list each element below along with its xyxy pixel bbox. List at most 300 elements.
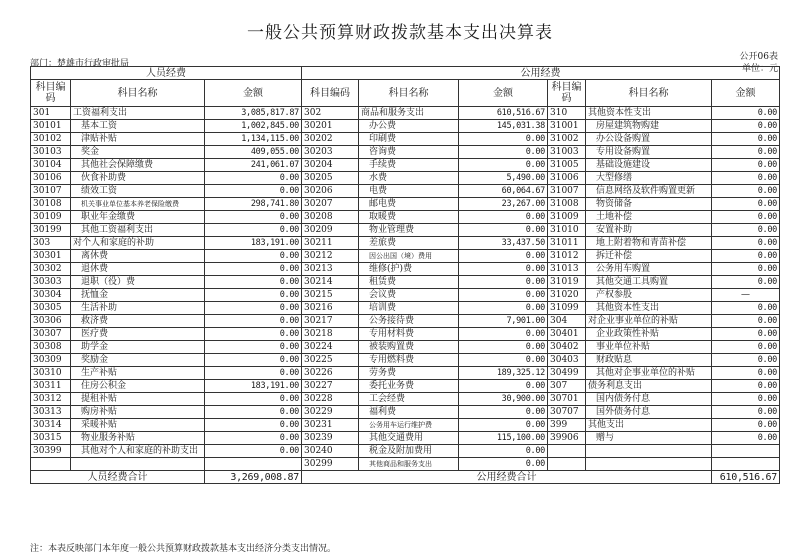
amount-cell: 145,031.38 bbox=[459, 120, 548, 133]
name-cell: 因公出国（境）费用 bbox=[359, 250, 459, 263]
amount-cell: 0.00 bbox=[712, 146, 780, 159]
code-cell: 30218 bbox=[302, 328, 359, 341]
code-cell: 30402 bbox=[548, 341, 586, 354]
code-cell: 30310 bbox=[31, 367, 71, 380]
amount-cell: 0.00 bbox=[459, 380, 548, 393]
name-cell: 产权参股 bbox=[586, 289, 712, 302]
table-row bbox=[31, 367, 780, 380]
code-cell: 31099 bbox=[548, 302, 586, 315]
footnote: 注：本表反映部门本年度一般公共预算财政拨款基本支出经济分类支出情况。 bbox=[30, 544, 337, 554]
code-cell: 30303 bbox=[31, 276, 71, 289]
name-cell: 医疗费 bbox=[71, 328, 205, 341]
code-cell: 39906 bbox=[548, 432, 586, 445]
code-cell: 31005 bbox=[548, 159, 586, 172]
code-cell: 30312 bbox=[31, 393, 71, 406]
name-cell: 伙食补助费 bbox=[71, 172, 205, 185]
header-amount: 金额 bbox=[205, 80, 302, 107]
table-row bbox=[31, 458, 780, 471]
code-cell: 31019 bbox=[548, 276, 586, 289]
header-code: 科目编码 bbox=[31, 80, 71, 107]
name-cell: 赠与 bbox=[586, 432, 712, 445]
name-cell: 地上附着物和青苗补偿 bbox=[586, 237, 712, 250]
amount-cell: 0.00 bbox=[459, 341, 548, 354]
code-cell: 30313 bbox=[31, 406, 71, 419]
amount-cell: 60,064.67 bbox=[459, 185, 548, 198]
amount-cell bbox=[712, 458, 780, 471]
code-cell: 30216 bbox=[302, 302, 359, 315]
amount-cell: 0.00 bbox=[459, 263, 548, 276]
amount-cell: 0.00 bbox=[712, 211, 780, 224]
code-cell bbox=[548, 458, 586, 471]
amount-cell: 30,900.00 bbox=[459, 393, 548, 406]
name-cell: 其他对企事业单位的补贴 bbox=[586, 367, 712, 380]
code-cell: 30499 bbox=[548, 367, 586, 380]
name-cell: 专用燃料费 bbox=[359, 354, 459, 367]
name-cell: 其他工资福利支出 bbox=[71, 224, 205, 237]
table-row bbox=[31, 237, 780, 250]
code-cell: 31012 bbox=[548, 250, 586, 263]
amount-cell: 0.00 bbox=[205, 224, 302, 237]
name-cell: 生活补助 bbox=[71, 302, 205, 315]
name-cell: 商品和服务支出 bbox=[359, 107, 459, 120]
name-cell: 绩效工资 bbox=[71, 185, 205, 198]
code-cell: 30225 bbox=[302, 354, 359, 367]
table-row bbox=[31, 393, 780, 406]
name-cell: 会议费 bbox=[359, 289, 459, 302]
name-cell: 退休费 bbox=[71, 263, 205, 276]
name-cell: 公务接待费 bbox=[359, 315, 459, 328]
header-name: 科目名称 bbox=[71, 80, 205, 107]
amount-cell: 0.00 bbox=[459, 224, 548, 237]
code-cell: 30308 bbox=[31, 341, 71, 354]
table-row bbox=[31, 419, 780, 432]
amount-cell: 0.00 bbox=[205, 328, 302, 341]
code-cell: 30215 bbox=[302, 289, 359, 302]
code-cell: 30206 bbox=[302, 185, 359, 198]
code-cell: 30315 bbox=[31, 432, 71, 445]
amount-cell: 0.00 bbox=[712, 432, 780, 445]
amount-cell: 1,002,845.00 bbox=[205, 120, 302, 133]
name-cell: 办公费 bbox=[359, 120, 459, 133]
personnel-total-label: 人员经费合计 bbox=[31, 471, 205, 484]
table-row bbox=[31, 380, 780, 393]
code-cell: 30212 bbox=[302, 250, 359, 263]
name-cell: 房屋建筑物购建 bbox=[586, 120, 712, 133]
code-cell: 30109 bbox=[31, 211, 71, 224]
code-cell: 30239 bbox=[302, 432, 359, 445]
code-cell: 30101 bbox=[31, 120, 71, 133]
name-cell: 物业服务补贴 bbox=[71, 432, 205, 445]
name-cell: 债务利息支出 bbox=[586, 380, 712, 393]
amount-cell: 0.00 bbox=[205, 432, 302, 445]
table-row bbox=[31, 120, 780, 133]
code-cell: 30305 bbox=[31, 302, 71, 315]
name-cell: 差旅费 bbox=[359, 237, 459, 250]
code-cell: 30401 bbox=[548, 328, 586, 341]
name-cell: 救济费 bbox=[71, 315, 205, 328]
name-cell: 财政贴息 bbox=[586, 354, 712, 367]
name-cell: 工资福利支出 bbox=[71, 107, 205, 120]
code-cell: 30224 bbox=[302, 341, 359, 354]
name-cell bbox=[71, 458, 205, 471]
amount-cell: 0.00 bbox=[205, 367, 302, 380]
code-cell: 30314 bbox=[31, 419, 71, 432]
name-cell: 物业管理费 bbox=[359, 224, 459, 237]
amount-cell: 0.00 bbox=[459, 133, 548, 146]
code-cell: 31006 bbox=[548, 172, 586, 185]
header-code: 科目编码 bbox=[302, 80, 359, 107]
amount-cell: 0.00 bbox=[205, 289, 302, 302]
department-label: 部门：楚雄市行政审批局 bbox=[30, 59, 130, 69]
name-cell: 职业年金缴费 bbox=[71, 211, 205, 224]
code-cell: 31020 bbox=[548, 289, 586, 302]
name-cell: 购房补贴 bbox=[71, 406, 205, 419]
table-row bbox=[31, 250, 780, 263]
table-row bbox=[31, 406, 780, 419]
code-cell bbox=[31, 458, 71, 471]
form-number: 公开06表 bbox=[739, 52, 778, 62]
personnel-total-amount: 3,269,008.87 bbox=[205, 471, 302, 484]
name-cell: 其他资本性支出 bbox=[586, 107, 712, 120]
name-cell: 大型修缮 bbox=[586, 172, 712, 185]
amount-cell: 0.00 bbox=[205, 393, 302, 406]
name-cell: 其他社会保障缴费 bbox=[71, 159, 205, 172]
name-cell: 提租补贴 bbox=[71, 393, 205, 406]
name-cell: 物资储备 bbox=[586, 198, 712, 211]
public-total-label: 公用经费合计 bbox=[302, 471, 712, 484]
amount-cell: 0.00 bbox=[459, 146, 548, 159]
amount-cell: 0.00 bbox=[712, 185, 780, 198]
code-cell: 307 bbox=[548, 380, 586, 393]
amount-cell: 0.00 bbox=[712, 120, 780, 133]
code-cell: 30106 bbox=[31, 172, 71, 185]
table-row bbox=[31, 276, 780, 289]
code-cell: 30227 bbox=[302, 380, 359, 393]
amount-cell: 0.00 bbox=[459, 328, 548, 341]
public-total-amount: 610,516.67 bbox=[712, 471, 780, 484]
amount-cell: 0.00 bbox=[712, 237, 780, 250]
name-cell: 其他交通费用 bbox=[359, 432, 459, 445]
code-cell: 304 bbox=[548, 315, 586, 328]
section-public: 公用经费 bbox=[302, 67, 780, 80]
name-cell: 抚恤金 bbox=[71, 289, 205, 302]
amount-cell: 0.00 bbox=[712, 406, 780, 419]
amount-cell: 0.00 bbox=[459, 276, 548, 289]
amount-cell: 183,191.00 bbox=[205, 237, 302, 250]
table-row bbox=[31, 107, 780, 120]
name-cell: 咨询费 bbox=[359, 146, 459, 159]
table-row bbox=[31, 263, 780, 276]
amount-cell: 0.00 bbox=[712, 302, 780, 315]
header-amount: 金额 bbox=[459, 80, 548, 107]
amount-cell: 0.00 bbox=[459, 406, 548, 419]
table-row bbox=[31, 146, 780, 159]
code-cell: 303 bbox=[31, 237, 71, 250]
name-cell bbox=[586, 458, 712, 471]
code-cell: 30301 bbox=[31, 250, 71, 263]
amount-cell: 1,134,115.00 bbox=[205, 133, 302, 146]
name-cell: 维修(护)费 bbox=[359, 263, 459, 276]
name-cell: 安置补助 bbox=[586, 224, 712, 237]
name-cell: 土地补偿 bbox=[586, 211, 712, 224]
name-cell: 福利费 bbox=[359, 406, 459, 419]
name-cell: 水费 bbox=[359, 172, 459, 185]
code-cell: 31010 bbox=[548, 224, 586, 237]
name-cell: 其他资本性支出 bbox=[586, 302, 712, 315]
amount-cell: 0.00 bbox=[712, 341, 780, 354]
name-cell bbox=[586, 445, 712, 458]
amount-cell: — bbox=[712, 289, 780, 302]
name-cell: 事业单位补贴 bbox=[586, 341, 712, 354]
code-cell: 30205 bbox=[302, 172, 359, 185]
code-cell: 302 bbox=[302, 107, 359, 120]
table-row bbox=[31, 185, 780, 198]
code-cell: 30311 bbox=[31, 380, 71, 393]
code-cell: 31007 bbox=[548, 185, 586, 198]
table-row bbox=[31, 211, 780, 224]
table-row bbox=[31, 302, 780, 315]
amount-cell: 298,741.80 bbox=[205, 198, 302, 211]
code-cell: 30214 bbox=[302, 276, 359, 289]
amount-cell bbox=[205, 458, 302, 471]
amount-cell: 0.00 bbox=[205, 263, 302, 276]
name-cell: 印刷费 bbox=[359, 133, 459, 146]
code-cell: 30102 bbox=[31, 133, 71, 146]
code-cell: 30707 bbox=[548, 406, 586, 419]
amount-cell: 0.00 bbox=[712, 380, 780, 393]
code-cell: 31002 bbox=[548, 133, 586, 146]
page-title: 一般公共预算财政拨款基本支出决算表 bbox=[247, 23, 553, 43]
name-cell: 机关事业单位基本养老保险缴费 bbox=[71, 198, 205, 211]
amount-cell: 0.00 bbox=[712, 224, 780, 237]
code-cell: 30207 bbox=[302, 198, 359, 211]
amount-cell: 0.00 bbox=[459, 445, 548, 458]
amount-cell: 0.00 bbox=[459, 289, 548, 302]
code-cell: 30240 bbox=[302, 445, 359, 458]
code-cell bbox=[548, 445, 586, 458]
code-cell: 31001 bbox=[548, 120, 586, 133]
code-cell: 30103 bbox=[31, 146, 71, 159]
amount-cell: 0.00 bbox=[712, 250, 780, 263]
name-cell: 被装购置费 bbox=[359, 341, 459, 354]
table-row bbox=[31, 354, 780, 367]
code-cell: 30217 bbox=[302, 315, 359, 328]
table-row bbox=[31, 159, 780, 172]
amount-cell: 610,516.67 bbox=[459, 107, 548, 120]
amount-cell: 0.00 bbox=[712, 159, 780, 172]
amount-cell: 0.00 bbox=[205, 250, 302, 263]
amount-cell: 0.00 bbox=[459, 211, 548, 224]
amount-cell: 0.00 bbox=[205, 185, 302, 198]
expenditure-table bbox=[30, 66, 780, 484]
amount-cell: 0.00 bbox=[459, 354, 548, 367]
name-cell: 津贴补贴 bbox=[71, 133, 205, 146]
amount-cell: 0.00 bbox=[459, 419, 548, 432]
code-cell: 30104 bbox=[31, 159, 71, 172]
table-row bbox=[31, 432, 780, 445]
code-cell: 30204 bbox=[302, 159, 359, 172]
code-cell: 31008 bbox=[548, 198, 586, 211]
name-cell: 专用设备购置 bbox=[586, 146, 712, 159]
code-cell: 30211 bbox=[302, 237, 359, 250]
amount-cell: 0.00 bbox=[205, 341, 302, 354]
amount-cell: 0.00 bbox=[712, 133, 780, 146]
table-row bbox=[31, 328, 780, 341]
code-cell: 30202 bbox=[302, 133, 359, 146]
code-cell: 31009 bbox=[548, 211, 586, 224]
name-cell: 取暖费 bbox=[359, 211, 459, 224]
amount-cell: 115,100.00 bbox=[459, 432, 548, 445]
code-cell: 30309 bbox=[31, 354, 71, 367]
code-cell: 31003 bbox=[548, 146, 586, 159]
name-cell: 委托业务费 bbox=[359, 380, 459, 393]
name-cell: 公务用车购置 bbox=[586, 263, 712, 276]
code-cell: 30701 bbox=[548, 393, 586, 406]
name-cell: 租赁费 bbox=[359, 276, 459, 289]
amount-cell: 0.00 bbox=[712, 367, 780, 380]
amount-cell: 0.00 bbox=[459, 458, 548, 471]
code-cell: 30108 bbox=[31, 198, 71, 211]
name-cell: 国外债务付息 bbox=[586, 406, 712, 419]
code-cell: 30302 bbox=[31, 263, 71, 276]
header-amount: 金额 bbox=[712, 80, 780, 107]
header-code: 科目编码 bbox=[548, 80, 586, 107]
name-cell: 劳务费 bbox=[359, 367, 459, 380]
amount-cell: 0.00 bbox=[712, 328, 780, 341]
amount-cell: 0.00 bbox=[712, 107, 780, 120]
name-cell: 基本工资 bbox=[71, 120, 205, 133]
amount-cell: 0.00 bbox=[712, 393, 780, 406]
name-cell: 对企业事业单位的补贴 bbox=[586, 315, 712, 328]
amount-cell: 0.00 bbox=[712, 276, 780, 289]
table-row bbox=[31, 289, 780, 302]
name-cell: 对个人和家庭的补助 bbox=[71, 237, 205, 250]
amount-cell: 0.00 bbox=[205, 172, 302, 185]
code-cell: 30209 bbox=[302, 224, 359, 237]
amount-cell: 0.00 bbox=[712, 354, 780, 367]
amount-cell: 0.00 bbox=[205, 302, 302, 315]
name-cell: 邮电费 bbox=[359, 198, 459, 211]
code-cell: 399 bbox=[548, 419, 586, 432]
amount-cell: 0.00 bbox=[205, 445, 302, 458]
name-cell: 拆迁补偿 bbox=[586, 250, 712, 263]
amount-cell: 0.00 bbox=[205, 354, 302, 367]
name-cell: 办公设备购置 bbox=[586, 133, 712, 146]
code-cell: 30201 bbox=[302, 120, 359, 133]
name-cell: 其他对个人和家庭的补助支出 bbox=[71, 445, 205, 458]
code-cell: 30299 bbox=[302, 458, 359, 471]
amount-cell: 0.00 bbox=[205, 419, 302, 432]
section-header-row bbox=[31, 67, 780, 80]
amount-cell: 0.00 bbox=[712, 419, 780, 432]
name-cell: 信息网络及软件购置更新 bbox=[586, 185, 712, 198]
code-cell: 30199 bbox=[31, 224, 71, 237]
amount-cell: 5,490.00 bbox=[459, 172, 548, 185]
amount-cell: 0.00 bbox=[459, 159, 548, 172]
name-cell: 培训费 bbox=[359, 302, 459, 315]
amount-cell: 0.00 bbox=[712, 172, 780, 185]
table-row bbox=[31, 224, 780, 237]
name-cell: 税金及附加费用 bbox=[359, 445, 459, 458]
amount-cell: 0.00 bbox=[205, 211, 302, 224]
name-cell: 专用材料费 bbox=[359, 328, 459, 341]
name-cell: 其他支出 bbox=[586, 419, 712, 432]
code-cell: 30208 bbox=[302, 211, 359, 224]
name-cell: 采暖补贴 bbox=[71, 419, 205, 432]
amount-cell: 0.00 bbox=[205, 406, 302, 419]
amount-cell: 23,267.00 bbox=[459, 198, 548, 211]
amount-cell: 241,061.07 bbox=[205, 159, 302, 172]
name-cell: 退职（役）费 bbox=[71, 276, 205, 289]
name-cell: 工会经费 bbox=[359, 393, 459, 406]
name-cell: 住房公积金 bbox=[71, 380, 205, 393]
amount-cell: 0.00 bbox=[459, 250, 548, 263]
amount-cell: 3,085,817.87 bbox=[205, 107, 302, 120]
code-cell: 30107 bbox=[31, 185, 71, 198]
name-cell: 其他商品和服务支出 bbox=[359, 458, 459, 471]
code-cell: 301 bbox=[31, 107, 71, 120]
code-cell: 30229 bbox=[302, 406, 359, 419]
table-row bbox=[31, 341, 780, 354]
column-header-row bbox=[31, 80, 780, 107]
amount-cell: 33,437.50 bbox=[459, 237, 548, 250]
name-cell: 企业政策性补贴 bbox=[586, 328, 712, 341]
code-cell: 30304 bbox=[31, 289, 71, 302]
code-cell: 31011 bbox=[548, 237, 586, 250]
code-cell: 30231 bbox=[302, 419, 359, 432]
name-cell: 基础设施建设 bbox=[586, 159, 712, 172]
code-cell: 310 bbox=[548, 107, 586, 120]
code-cell: 30228 bbox=[302, 393, 359, 406]
header-name: 科目名称 bbox=[586, 80, 712, 107]
totals-row bbox=[31, 471, 780, 484]
code-cell: 30403 bbox=[548, 354, 586, 367]
name-cell: 手续费 bbox=[359, 159, 459, 172]
name-cell: 奖金 bbox=[71, 146, 205, 159]
amount-cell: 409,055.00 bbox=[205, 146, 302, 159]
name-cell: 公务用车运行维护费 bbox=[359, 419, 459, 432]
code-cell: 30226 bbox=[302, 367, 359, 380]
table-row bbox=[31, 133, 780, 146]
code-cell: 30307 bbox=[31, 328, 71, 341]
amount-cell: 183,191.00 bbox=[205, 380, 302, 393]
amount-cell: 0.00 bbox=[205, 276, 302, 289]
code-cell: 30213 bbox=[302, 263, 359, 276]
amount-cell: 189,325.12 bbox=[459, 367, 548, 380]
amount-cell: 0.00 bbox=[205, 315, 302, 328]
name-cell: 助学金 bbox=[71, 341, 205, 354]
amount-cell bbox=[712, 445, 780, 458]
code-cell: 31013 bbox=[548, 263, 586, 276]
section-personnel: 人员经费 bbox=[31, 67, 302, 80]
amount-cell: 0.00 bbox=[712, 263, 780, 276]
amount-cell: 7,901.00 bbox=[459, 315, 548, 328]
table-row bbox=[31, 198, 780, 211]
name-cell: 奖励金 bbox=[71, 354, 205, 367]
code-cell: 30399 bbox=[31, 445, 71, 458]
name-cell: 电费 bbox=[359, 185, 459, 198]
name-cell: 生产补贴 bbox=[71, 367, 205, 380]
name-cell: 其他交通工具购置 bbox=[586, 276, 712, 289]
table-row bbox=[31, 172, 780, 185]
table-row bbox=[31, 315, 780, 328]
amount-cell: 0.00 bbox=[459, 302, 548, 315]
amount-cell: 0.00 bbox=[712, 315, 780, 328]
code-cell: 30203 bbox=[302, 146, 359, 159]
name-cell: 国内债务付息 bbox=[586, 393, 712, 406]
table-row bbox=[31, 445, 780, 458]
unit-label: 单位：元 bbox=[741, 64, 778, 74]
